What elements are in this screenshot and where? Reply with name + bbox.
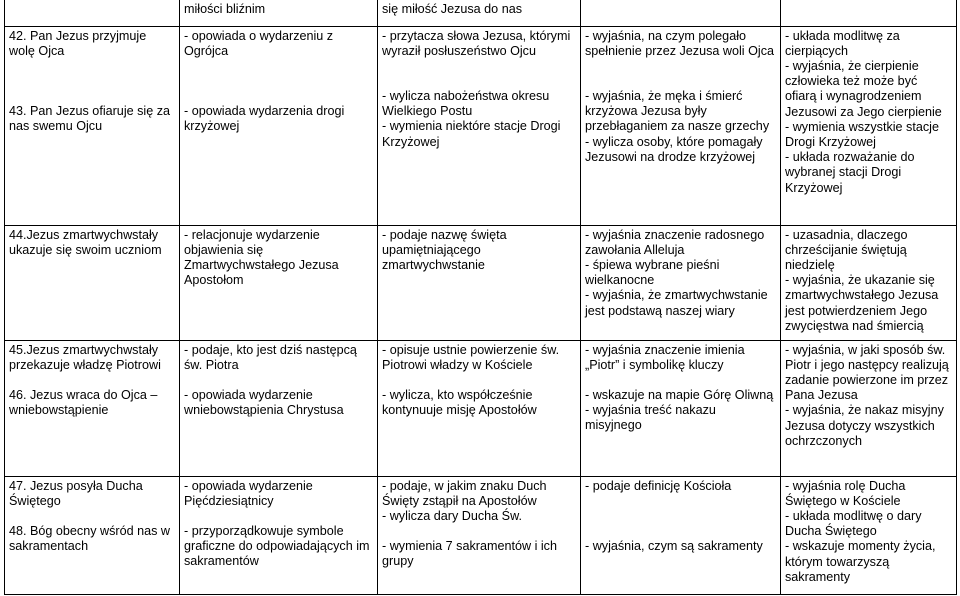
requirement-item: - wyjaśnia, w jaki sposób św. Piotr i jego następcy realizują zadanie powierzone im przez Pana Jezusa: [785, 342, 953, 403]
requirement-cell: [180, 225, 378, 340]
requirement-item: - wyjaśnia, że nakaz misyjny Jezusa dotyczy wszystkich ochrzczonych: [785, 403, 948, 448]
requirement-cell: [378, 476, 581, 594]
requirement-item: - układa rozważanie do wybranej stacji Drogi Krzyżowej: [785, 150, 919, 195]
requirement-item: - wyjaśnia, na czym polegało spełnienie przez Jezusa woli Ojca: [585, 28, 774, 58]
top-cell-advanced: [781, 0, 957, 26]
requirement-item: - wylicza nabożeństwa okresu Wielkiego Postu: [382, 88, 553, 119]
requirement-item: - wymienia 7 sakramentów i ich grupy: [382, 539, 561, 569]
table-row: [5, 225, 957, 340]
top-cell-basic: miłości bliźnim: [180, 0, 378, 26]
requirement-item: - wymienia wszystkie stacje Drogi Krzyżowej: [785, 119, 943, 149]
requirement-cell: [581, 476, 781, 594]
requirement-cell: [180, 476, 378, 594]
requirement-item: - wyjaśnia, że męka i śmierć krzyżowa Jezusa były przebłaganiem za nasze grzechy: [585, 88, 770, 134]
requirement-cell: [378, 26, 581, 225]
top-cell-topic: [5, 0, 180, 26]
requirement-item: - opowiada wydarzenie wniebowstąpienia Chrystusa: [184, 387, 344, 418]
requirement-cell: [581, 225, 781, 340]
requirement-item: - wyjaśnia znaczenie imienia „Piotr” i symbolikę kluczy: [585, 342, 749, 372]
requirement-item: - układa modlitwę o dary Ducha Świętego: [785, 508, 925, 539]
table-row: [5, 0, 957, 26]
requirement-item: - relacjonuje wydarzenie objawienia się Zmartwychwstałego Jezusa Apostołom: [184, 227, 342, 288]
requirement-item: - wymienia niektóre stacje Drogi Krzyżowej: [382, 119, 564, 149]
requirement-item: - uzasadnia, dlaczego chrześcijanie świętują niedzielę: [785, 227, 912, 272]
requirement-item: - opisuje ustnie powierzenie św. Piotrowi władzy w Kościele: [382, 342, 563, 372]
requirement-cell: [180, 26, 378, 225]
requirement-item: - podaje, kto jest dziś następcą św. Piotra: [184, 342, 361, 372]
requirement-item: - wyjaśnia, że zmartwychwstanie jest podstawą naszej wiary: [585, 288, 772, 318]
topic-43: 43. Pan Jezus ofiaruje się za nas swemu Ojcu: [9, 103, 174, 134]
requirement-item: - podaje, w jakim znaku Duch Święty zstąpił na Apostołów: [382, 478, 550, 508]
topic-45: 45.Jezus zmartwychwstały przekazuje władzę Piotrowi: [9, 342, 162, 372]
requirement-item: - podaje definicję Kościoła: [585, 478, 732, 493]
topic-cell: [5, 476, 180, 594]
requirement-item: - wyjaśnia treść nakazu misyjnego: [585, 403, 720, 433]
table-row: [5, 476, 957, 594]
topic-cell: [5, 225, 180, 340]
requirement-cell: [781, 340, 957, 476]
topic-44: 44.Jezus zmartwychwstały ukazuje się swoim uczniom: [9, 227, 162, 257]
requirement-cell: [180, 340, 378, 476]
requirement-cell: [378, 340, 581, 476]
requirement-cell: [581, 340, 781, 476]
curriculum-table: [4, 0, 957, 595]
topic-47: 47. Jezus posyła Ducha Świętego: [9, 478, 147, 508]
table-row: [5, 26, 957, 225]
topic-cell: [5, 340, 180, 476]
requirement-cell: [581, 26, 781, 225]
requirement-item: - przyporządkowuje symbole graficzne do odpowiadających im sakramentów: [184, 523, 374, 569]
requirement-item: - opowiada wydarzenie Pięćdziesiątnicy: [184, 478, 317, 508]
requirement-item: - wskazuje na mapie Górę Oliwną: [585, 387, 774, 402]
requirement-item: - wyjaśnia, że cierpienie człowieka też może być ofiarą i wynagrodzeniem Jezusowi za Jego cierpienie: [785, 58, 942, 119]
requirement-item: - wskazuje momenty życia, którym towarzyszą sakramenty: [785, 539, 939, 584]
requirement-cell: [378, 225, 581, 340]
requirement-cell: [781, 476, 957, 594]
requirement-item: - wylicza osoby, które pomagały Jezusowi na drodze krzyżowej: [585, 134, 767, 164]
topic-cell: [5, 26, 180, 225]
requirement-item: - wylicza, kto współcześnie kontynuuje misję Apostołów: [382, 387, 537, 418]
requirement-cell: [781, 225, 957, 340]
requirement-item: - śpiewa wybrane pieśni wielkanocne: [585, 257, 723, 288]
requirement-cell: [781, 26, 957, 225]
requirement-item: - wyjaśnia rolę Ducha Świętego w Kościele: [785, 478, 909, 508]
top-cell-extended: się miłość Jezusa do nas: [378, 0, 581, 26]
topic-46: 46. Jezus wraca do Ojca – wniebowstąpienie: [9, 387, 161, 418]
topic-42: 42. Pan Jezus przyjmuje wolę Ojca: [9, 28, 150, 58]
requirement-item: - przytacza słowa Jezusa, którymi wyraził posłuszeństwo Ojcu: [382, 28, 574, 58]
requirement-item: - wyjaśnia, że ukazanie się zmartwychwstałego Jezusa jest potwierdzeniem Jego zwycięstwa nad śmiercią: [785, 273, 942, 333]
requirement-item: - układa modlitwę za cierpiących: [785, 28, 904, 58]
requirement-item: - wyjaśnia znaczenie radosnego zawołania Alleluja: [585, 227, 768, 257]
topic-48: 48. Bóg obecny wśród nas w sakramentach: [9, 523, 174, 554]
requirement-item: - opowiada o wydarzeniu z Ogrójca: [184, 28, 337, 58]
top-cell-full: [581, 0, 781, 26]
requirement-item: - opowiada wydarzenia drogi krzyżowej: [184, 103, 348, 134]
requirement-item: - podaje nazwę święta upamiętniającego zmartwychwstanie: [382, 227, 511, 272]
table-row: [5, 340, 957, 476]
requirement-item: - wylicza dary Ducha Św.: [382, 508, 522, 523]
requirement-item: - wyjaśnia, czym są sakramenty: [585, 538, 763, 553]
